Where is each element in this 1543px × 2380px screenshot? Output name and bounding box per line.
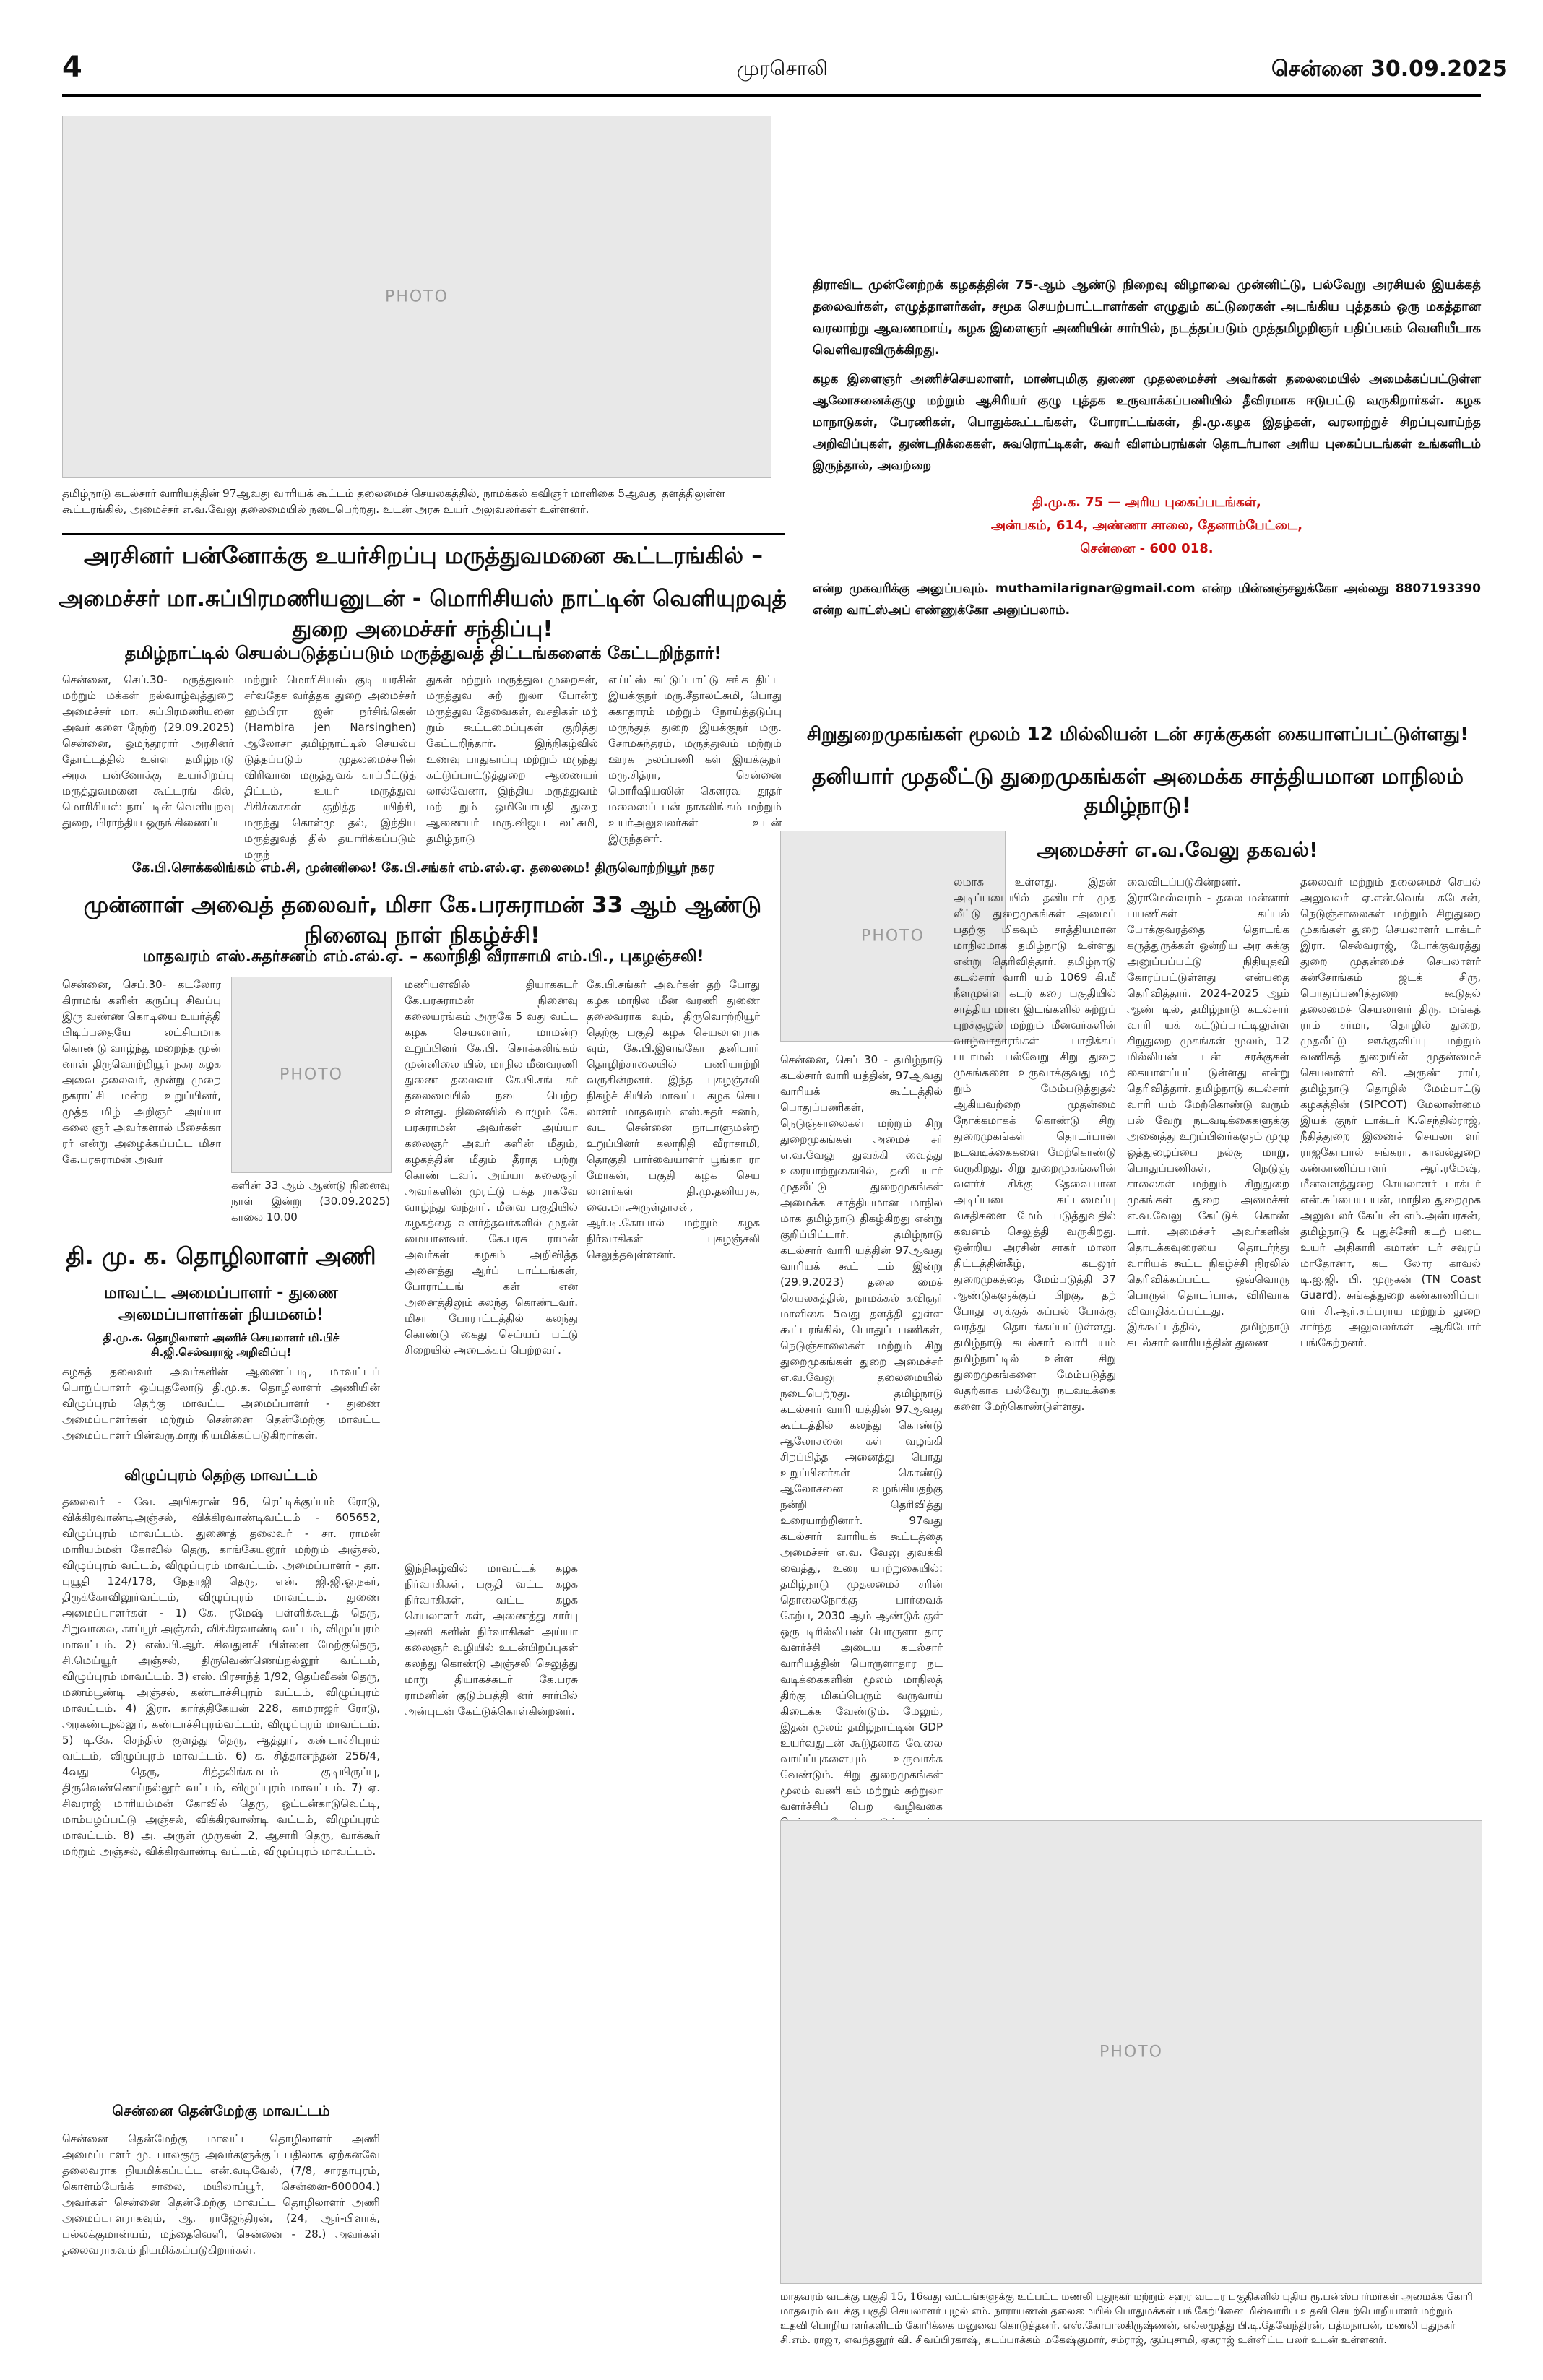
parasuraman-col-5: இந்நிகழ்வில் மாவட்டக் கழக நிர்வாகிகள், பகுதி வட்ட கழக நிர்வாகிகள், வட்ட கழக செயலாளர் கள், அணைத்து சார்பு அணி களின் நிர்வாகிகள் அய்யா கலைஞர் வழியில் உடன்பிறப்புகள் கலந்து கொண்டு அஞ்சலி செலுத்து மாறு தியாகச்சுடர் கே.பரசு ராமனின் குடும்பத்தி னர் சார்பில் அன்புடன் கேட்டுக்கொள்கின்றனர். bbox=[405, 1562, 578, 1718]
address-line-2: அன்பகம், 614, அண்ணா சாலை, தேனாம்பேட்டை, bbox=[990, 518, 1303, 533]
dmk75-notice bbox=[813, 274, 1481, 621]
parasuraman-col-2: களின் 33 ஆம் ஆண்டு நினைவு நாள் இன்று (30.09.2025) காலை 10.00 bbox=[231, 1179, 390, 1224]
ports-col-2: லமாக உள்ளது. இதன் அடிப்படையில் தனியார் முத லீட்டு துறைமுகங்கள் அமைப் பதற்கு மிகவும் சாத்தியமான மாநிலமாக தமிழ்நாடு உள்ளது என்று தெரிவித்தார். தமிழ்நாடு கடல்சார் வாரி யம் 1069 கி.மீ நீளமுள்ள கடற் கரை பகுதியில் சாத்திய மான இடங்களில் சுற்றுப் புறச்சூழல் மற்றும் மீனவர்களின் வாழ்வாதாரங்கள் பாதிக்கப் படாமல் பல்வேறு சிறு துறை முகங்களை உருவாக்குவது மற் றும் மேம்படுத்துதல் ஆகியவற்றை முதன்மை நோக்கமாகக் கொண்டு சிறு துறைமுகங்கள் தொடர்பான நடவடிக்கைகளை மேற்கொண்டு வருகிறது. சிறு துறைமுகங்களின் வளர்ச் சிக்கு தேவையான அடிப்படை கட்டமைப்பு வசதிகளை மேம் படுத்துவதில் கவனம் செலுத்தி வருகிறது. ஒன்றிய அரசின் சாகர் மாலா திட்டத்தின்கீழ், கடலூர் துறைமுகத்தை மேம்படுத்தி 37 ஆண்டுகளுக்குப் பிறகு, தற் போது சரக்குக் கப்பல் போக்கு வரத்து தொடங்கப்பட்டுள்ளது. தமிழ்நாடு கடல்சார் வாரி யம் தமிழ்நாட்டில் உள்ள சிறு துறைமுகங்களை மேம்படுத்து வதற்காக பல்வேறு நடவடிக்கை களை மேற்கொண்டுள்ளது. bbox=[954, 875, 1116, 1413]
parasuraman-col-3: மணியளவில் தியாகசுடர் கே.பரசுராமன் நினைவு கலையரங்கம் அருகே 5 வது வட்ட கழக செயலாளர், மாமன்ற உறுப்பினர் கே.பி. சொக்கலிங்கம் முன்னிலை யில், மாநில மீனவரணி துணை தலைவர் கே.பி.சங் கர் தலைமையில் நடை பெற்ற உள்ளது. நினைவில் வாழும் கே. பரசுராமன் அவர்கள் அய்யா கலைஞர் அவர் களின் மீதும், கழகத்தின் மீதும் தீராத பற்று கொண் டவர். அய்யா கலைஞர் அவர்களின் முரட்டு பக்த ராகவே வாழ்ந்து வந்தார். மீனவ பகுதியில் கழகத்தை வளர்த்தவர்களில் முதன் மையானவர். கே.பரசு ராமன் அவர்கள் கழகம் அறிவித்த அனைத்து ஆர்ப் பாட்டங்கள், போராட்டங் கள் என அனைத்திலும் கலந்து கொண்டவர். மிசா போராட்டத்தில் கலந்து கொண்டு கைது செய்யப் பட்டு சிறையில் அடைக்கப் பெற்றவர். bbox=[405, 978, 578, 1356]
masthead-rule bbox=[62, 94, 1481, 97]
dmk75-address bbox=[813, 491, 1481, 561]
ports-col-4: தலைவர் மற்றும் தலைமைச் செயல் அலுவலர் ஏ.என்.வெங் கடேசன், நெடுஞ்சாலைகள் மற்றும் சிறுதுறை முகங்கள் துறை செயலாளர் டாக்டர் இரா. செல்வராஜ், போக்குவரத்து துறை முதன்மைச் செயலாளர் சுன்சோங்கம் ஜடக் சிரு, பொதுப்பணித்துறை கூடுதல் தலைமைச் செயலாளர் திரு. மங்கத் ராம் சர்மா, தொழில் துறை, முதலீட்டு ஊக்குவிப்பு மற்றும் வணிகத் துறையின் முதன்மைச் செயலாளர் வி. அருண் ராய், தமிழ்நாடு தொழில் மேம்பாட்டு கழகத்தின் (SIPCOT) மேலாண்மை இயக் குநர் டாக்டர் K.செந்தில்ராஜ், நீதித்துறை இணைச் செயலா ளர் ராஜகோபால் சங்கரா, காவல்துறை கண்காணிப்பாளர் ஆர்.ரமேஷ், மீனவளத்துறை செயலாளர் டாக்டர் என்.சுப்பைய யன், மாநில துறைமுக அலுவ லர் கேப்டன் எம்.அன்பரசன், தமிழ்நாடு & புதுச்சேரி கடற் படை உயர் அதிகாரி கமாண் டர் சவுரப் மாதோனா, கட லோர காவல் டி.ஐ.ஜி. பி. முருகன் (TN Coast Guard), சுங்கத்துறை கண்காணிப்பா ளர் சி.ஆர்.சுப்பராய மற்றும் துறை சார்ந்த அலுவலர்கள் ஆகியோர் பங்கேற்றனர். bbox=[1300, 875, 1481, 1349]
mauritius-kicker: அரசினர் பன்னோக்கு உயர்சிறப்பு மருத்துவமனை கூட்டரங்கில் – bbox=[83, 542, 764, 569]
ports-col-3: வைவிடப்படுகின்றனர். இராமேஸ்வரம் - தலை மன்னார் பயணிகள் கப்பல் போக்குவரத்தை தொடங்க கருத்துருக்கள் ஒன்றிய அர சுக்கு அனுப்பப்பட்டு நிதியுதவி கோரப்பட்டுள்ளது என்பதை தெரிவித்தார். 2024-2025 ஆம் ஆண் டில், தமிழ்நாடு கடல்சார் வாரி யக் கட்டுப்பாட்டிலுள்ள சிறுதுறை முகங்கள் மூலம், 12 மில்லியன் டன் சரக்குகள் கையாளப்பட் டுள்ளது என்று தெரிவித்தார். தமிழ்நாடு கடல்சார் வாரி யம் மேற்கொண்டு வரும் பல் வேறு நடவடிக்கைகளுக்கு அனைத்து உறுப்பினர்களும் முழு ஒத்துழைப்பை நல்கு மாறு, பொதுப்பணிகள், நெடுஞ் சாலைகள் மற்றும் சிறுதுறை முகங்கள் துறை அமைச்சர் எ.வ.வேலு கேட்டுக் கொண் டார். அமைச்சர் அவர்களின் தொடக்கவுரையை தொடர்ந்து வாரியக் கூட்ட நிகழ்ச்சி நிரலில் தெரிவிக்கப்பட்ட ஒவ்வொரு பொருள் தொடர்பாக, விரிவாக விவாதிக்கப்பட்டது. இக்கூட்டத்தில், தமிழ்நாடு கடல்சார் வாரியத்தின் துணை bbox=[1127, 875, 1289, 1349]
address-line-3: சென்னை - 600 018. bbox=[1080, 541, 1214, 556]
parasuraman-portrait: PHOTO bbox=[231, 977, 392, 1173]
mauritius-headline: அமைச்சர் மா.சுப்பிரமணியனுடன் - மொரிசியஸ் நாட்டின் வெளியுறவுத் துறை அமைச்சர் சந்திப்பு! bbox=[59, 586, 787, 642]
divider-mauritius-top bbox=[62, 533, 785, 535]
parasuraman-col-4: கே.பி.சங்கர் அவர்கள் தற் போது கழக மாநில மீன வரணி துணை தலைவராக வும், திருவொற்றியூர் தெற்கு பகுதி கழக செயலாளராக வும், கே.பி.இளங்கோ தனியார் தொழிற்சாலையில் பணியாற்றி வருகின்றனர். இந்த புகழஞ்சலி நிகழ்ச் சியில் மாவட்ட கழக செய லாளர் மாதவரம் எஸ்.சுதர் சனம், வட சென்னை நாடாளுமன்ற உறுப்பினர் கலாநிதி வீராசாமி, தொகுதி பார்வையாளர் பூங்கா ரா மோகன், பகுதி கழக செய லாளர்கள் தி.மு.தனியரசு, வை.மா.அருள்தாசன், ஆர்.டி.கோபால் மற்றும் கழக நிர்வாகிகள் புகழஞ்சலி செலுத்தவுள்ளனர். bbox=[587, 978, 760, 1261]
dmk75-para1: திராவிட முன்னேற்றக் கழகத்தின் 75-ஆம் ஆண்டு நிறைவு விழாவை முன்னிட்டு, பல்வேறு அரசியல் இயக்கத் தலைவர்கள், எழுத்தாளர்கள், சமூக செயற்பாட்டாளர்கள் எழுதும் கட்டுரைகள் அடங்கிய புத்தகம் ஒரு மகத்தான வரலாற்று ஆவணமாய், கழக இளைஞர் அணியின் சார்பில், நடத்தப்படும் முத்தமிழறிஞர் பதிப்பகம் வெளியீடாக வெளிவரவிருக்கிறது. bbox=[813, 277, 1481, 358]
minister-velu-photo: PHOTO bbox=[780, 831, 1006, 1042]
ports-kicker: சிறுதுறைமுகங்கள் மூலம் 12 மில்லியன் டன் சரக்குகள் கையாளப்பட்டுள்ளது! bbox=[806, 724, 1469, 745]
mauritius-subhead: தமிழ்நாட்டில் செயல்படுத்தப்படும் மருத்துவத் திட்டங்களைக் கேட்டறிந்தார்! bbox=[124, 643, 722, 663]
ports-subhead: அமைச்சர் எ.வ.வேலு தகவல்! bbox=[1037, 838, 1318, 862]
ports-meeting-photo: PHOTO bbox=[62, 116, 772, 478]
labour-section1-title: விழுப்புரம் தெற்கு மாவட்டம் bbox=[124, 1466, 318, 1484]
labour-section2-title: சென்னை தென்மேற்கு மாவட்டம் bbox=[112, 2102, 330, 2119]
mauritius-col-3: துகள் மற்றும் மருத்துவ முறைகள், மருத்துவ சுற் றுலா போன்ற மருத்துவ தேவைகள், வசதிகள் மற் றும் கூட்டமைப்புகள் குறித்து கேட்டறிந்தார். இந்நிகழ்வில் உணவு பாதுகாப்பு மற்றும் மருந்து கட்டுப்பாட்டுத்துறை ஆணையர் லால்வேனா, இந்திய மருத்துவம் மற் றும் ஓமியோபதி துறை ஆணையர் மரு.விஜய லட்சுமி, தமிழ்நாடு bbox=[426, 673, 598, 845]
parasuraman-col-1: சென்னை, செப்.30- கடலோர கிராமங் களின் கருப்பு சிவப்பு இரு வண்ண கொடியை உயர்த்தி பிடிப்பதையே லட்சியமாக கொண்டு வாழ்ந்து மறைந்த முன் னாள் திருவொற்றியூர் நகர கழக அவை தலைவர், மூன்று முறை நகராட்சி மன்ற உறுப்பினர், முத்த மிழ் அறிஞர் அய்யா கலை ஞர் அவர்களால் மீசைக்கா ரர் என்று அழைக்கப்பட்ட மிசா கே.பரசுராமன் அவர் bbox=[62, 978, 221, 1166]
parasuraman-subhead: மாதவரம் எஸ்.சுதர்சனம் எம்.எல்.ஏ. – கலாநிதி வீராசாமி எம்.பி., புகழஞ்சலி! bbox=[142, 948, 704, 966]
parasuraman-kicker: கே.பி.சொக்கலிங்கம் எம்.சி, முன்னிலை! கே.பி.சங்கர் எம்.எல்.ஏ. தலைமை! திருவொற்றியூர் நகர bbox=[131, 860, 715, 875]
labour-kicker: தி. மு. க. தொழிலாளர் அணி bbox=[66, 1242, 376, 1270]
mauritius-col-2: மற்றும் மொரிசியஸ் குடி யரசின் சர்வதேச வர்த்தக துறை அமைச்சர் ஹம்பிரா ஜன் நர்சிங்கென் (Hambira jen Narsinghen) ஆலோசா தமிழ்நாட்டில் செயல்ப டுத்தப்படும் முதலமைச்சரின் விரிவான மருத்துவக் காப்பீட்டுத் திட்டம், உயர் மருத்துவ சிகிச்சைகள் குறித்த பயிற்சி, மருந்து கொள்மு தல், இந்திய மருத்துவத் தில் தயாரிக்கப்படும் மருந் bbox=[244, 673, 416, 861]
labour-headline: மாவட்ட அமைப்பாளர் - துணை அமைப்பாளர்கள் நியமனம்! bbox=[104, 1284, 338, 1324]
address-line-1: தி.மு.க. 75 — அரிய புகைப்படங்கள், bbox=[1032, 495, 1261, 510]
dmk75-para3: என்ற முகவரிக்கு அனுப்பவும். muthamilarignar@gmail.com என்ற மின்னஞ்சலுக்கோ அல்லது 8807193390 என்ற வாட்ஸ்அப் எண்ணுக்கோ அனுப்பலாம். bbox=[813, 581, 1481, 618]
paper-name: முரசொலி bbox=[737, 56, 828, 80]
parasuraman-headline: முன்னாள் அவைத் தலைவர், மிசா கே.பரசுராமன் 33 ஆம் ஆண்டு நினைவு நாள் நிகழ்ச்சி! bbox=[83, 892, 762, 948]
mauritius-col-1: சென்னை, செப்.30- மருத்துவம் மற்றும் மக்கள் நல்வாழ்வுத்துறை அமைச்சர் மா. சுப்பிரமணியனை அவர் களை நேற்று (29.09.2025) சென்னை, ஓமந்தூரார் அரசினர் தோட்டத்தில் உள்ள தமிழ்நாடு அரசு பன்னோக்கு உயர்சிறப்பு மருத்துவமனை கூட்டரங் கில், மொரிசியஸ் நாட் டின் வெளியுறவு துறை, பிராந்திய ஒருங்கிணைப்பு bbox=[62, 673, 234, 829]
photo-caption-top: தமிழ்நாடு கடல்சார் வாரியத்தின் 97ஆவது வாரியக் கூட்டம் தலைமைச் செயலகத்தில், நாமக்கல் கவிஞர் மாளிகை 5ஆவது தளத்திலுள்ள கூட்டரங்கில், அமைச்சர் எ.வ.வேலு தலைமையில் நடைபெற்றது. உடன் அரசு உயர் அலுவலர்கள் உள்ளனர். bbox=[62, 487, 725, 516]
labour-intro: கழகத் தலைவர் அவர்களின் ஆணைப்படி, மாவட்டப் பொறுப்பாளர் ஒப்புதலோடு தி.மு.க. தொழிலாளர் அணியின் விழுப்புரம் தெற்கு மாவட்ட அமைப்பாளர் - துணை அமைப்பாளர்கள் மற்றும் சென்னை தென்மேற்கு மாவட்ட அமைப்பாளர் பின்வருமாறு நியமிக்கப்படுகிறார்கள். bbox=[62, 1365, 380, 1442]
petition-photo: PHOTO bbox=[780, 1820, 1482, 2284]
page-number: 4 bbox=[62, 51, 82, 84]
photo-caption-bottom: மாதவரம் வடக்கு பகுதி 15, 16வது வட்டங்களுக்கு உட்பட்ட மணலி புதுநகர் மற்றும் சஹர வடபர பகுதிகளில் புதிய ரூ.பன்ஸ்பார்மர்கள் அமைக்க கோரி மாதவரம் வடக்கு பகுதி செயலாளர் புழல் எம். நாராயணன் தலைமையில் பொதுமக்கள் பங்கேற்பினை மின்வாரிய உதவி செயற்பொறியாளர் மற்றும் உதவி பொறியாளர்களிடம் கோரிக்கை மனுவை கொடுத்தனர். எஸ்.கோபாலகிருஷ்ணன், எல்லமுத்து பி.டி.தேவேந்திரன், பத்மநாபன், மணலி புதுநகர் சி.எம். ராஜா, எவந்தனூர் வி. சிவப்பிரகாஷ், கடப்பாக்கம் மகேஷ்குமார், சம்ராஜ், குப்புசாமி, ஏகராஜ் உள்ளிட்ட பலர் உடன் உள்ளனர். bbox=[780, 2291, 1473, 2346]
labour-section2-body: சென்னை தென்மேற்கு மாவட்ட தொழிலாளர் அணி அமைப்பாளர் மு. பாலகுரு அவர்களுக்குப் பதிலாக ஏற்கனவே தலைவராக நியமிக்கப்பட்ட என்.வடிவேல், (7/8, சாரதாபுரம், கொளம்பேங்க் சாலை, மயிலாப்பூர், சென்னை-600004.) அவர்கள் சென்னை தென்மேற்கு மாவட்ட தொழிலாளர் அணி அமைப்பாளராகவும், ஆ. ராஜேந்திரன், (24, ஆர்-பிளாக், பல்லக்குமான்யம், மந்தைவெளி, சென்னை - 28.) அவர்கள் தலைவராகவும் நியமிக்கப்படுகிறார்கள். bbox=[62, 2132, 380, 2256]
ports-col-1: சென்னை, செப் 30 - தமிழ்நாடு கடல்சார் வாரி யத்தின், 97ஆவது வாரியக் கூட்டத்தில் பொதுப்பணிகள், நெடுஞ்சாலைகள் மற்றும் சிறு துறைமுகங்கள் அமைச் சர் எ.வ.வேலு துவக்கி வைத்து உரையாற்றுகையில், தனி யார் முதலீட்டு துறைமுகங்கள் அமைக்க சாத்தியமான மாநில மாக தமிழ்நாடு திகழ்கிறது என்று குறிப்பிட்டார். தமிழ்நாடு கடல்சார் வாரி யத்தின் 97ஆவது வாரியக் கூட் டம் இன்று (29.9.2023) தலை மைச் செயலகத்தில், நாமக்கல் கவிஞர் மாளிகை 5வது தளத்தி லுள்ள கூட்டரங்கில், பொதுப் பணிகள், நெடுஞ்சாலைகள் மற்றும் சிறு துறைமுகங்கள் துறை அமைச்சர் எ.வ.வேலு தலைமையில் நடைபெற்றது. தமிழ்நாடு கடல்சார் வாரி யத்தின் 97ஆவது கூட்டத்தில் கலந்து கொண்டு ஆலோசனை கள் வழங்கி சிறப்பித்த அனைத்து பொது உறுப்பினர்கள் கொண்டு ஆலோசனை வழங்கியதற்கு நன்றி தெரிவித்து உரையாற்றினார். 97வது கடல்சார் வாரியக் கூட்டத்தை அமைச்சர் எ.வ. வேலு துவக்கி வைத்து, உரை யாற்றுகையில்: தமிழ்நாடு முதலமைச் சரின் தொலைநோக்கு பார்வைக் கேற்ப, 2030 ஆம் ஆண்டுக் குள் ஒரு டிரில்லியன் பொருளா தார வளர்ச்சி அடைய கடல்சார் வாரியத்தின் பொருளாதார நட வடிக்கைகளின் மூலம் மாநிலத் திற்கு மிகப்பெரும் வருவாய் கிடைக்க வேண்டும். மேலும், இதன் மூலம் தமிழ்நாட்டின் GDP உயர்வதுடன் கூடுதலாக வேலை வாய்ப்புகளையும் உருவாக்க வேண்டும். சிறு துறைமுகங்கள் மூலம் வணி கம் மற்றும் சுற்றுலா வளர்ச்சிப் பெற வழிவகை bbox=[780, 1053, 943, 1813]
labour-section1-body: தலைவர் - வே. அபிசுரான் 96, ரெட்டிக்குப்பம் ரோடு, விக்கிரவாண்டிஅஞ்சல், விக்கிரவாண்டிவட்டம் - 605652, விழுப்புரம் மாவட்டம். துணைத் தலைவர் - சா. ராமன் மாரியம்மன் கோவில் தெரு, காங்கேயனூர் மற்றும் அஞ்சல், விழுப்புரம் வட்டம், விழுப்புரம் மாவட்டம். அமைப்பாளர் - தா. புயூதி 124/178, நேதாஜி தெரு, என். ஜி.ஜி.ஓ.நகர், திருக்கோவிலூர்வட்டம், விழுப்புரம் மாவட்டம். துணை அமைப்பாளர்கள் - 1) கே. ரமேஷ் பள்ளிக்கூடத் தெரு, சிறுவாலை, காப்பூர் அஞ்சல், விக்கிரவாண்டி வட்டம், விழுப்புரம் மாவட்டம். 2) எஸ்.பி.ஆர். சிவதுளசி பிள்ளை மேற்குதெரு, சி.மெய்யூர் அஞ்சல், திருவெண்ணெய்நல்லூர் வட்டம், விழுப்புரம் மாவட்டம். 3) எஸ். பிரசாந்த் 1/92, தெய்வீகன் தெரு, மணம்பூண்டி அஞ்சல், கண்டாச்சிபுரம் வட்டம், விழுப்புரம் மாவட்டம். 4) இரா. கார்த்திகேயன் 228, காமராஜர் ரோடு, அரகண்டநல்லூர், கண்டாச்சிபுரம்வட்டம், விழுப்புரம் மாவட்டம். 5) டி.கே. செந்தில் குளத்து தெரு, ஆத்தூர், கண்டாச்சிபுரம் வட்டம், விழுப்புரம் மாவட்டம். 6) க. சித்தானந்தன் 256/4, 4வது தெரு, சித்தலிங்கமடம் குடியிருப்பு, திருவெண்ணெய்நல்லூர் வட்டம், விழுப்புரம் மாவட்டம். 7) ஏ. சிவராஜ் மாரியம்மன் கோவில் தெரு, ஒட்டன்காடுவெட்டி, மாம்பழப்பட்டு அஞ்சல், விக்கிரவாண்டி வட்டம், விழுப்புரம் மாவட்டம். 8) அ. அருள் முருகன் 2, ஆசாரி தெரு, வாக்கூர் மற்றும் அஞ்சல், விக்கிரவாண்டி வட்டம், விழுப்புரம் மாவட்டம். bbox=[62, 1495, 380, 1858]
labour-subhead: தி.மு.க. தொழிலாளர் அணிச் செயலாளர் மி.பிச் சி.ஜி.செல்வராஜ் அறிவிப்பு! bbox=[103, 1331, 340, 1359]
ports-headline: தனியார் முதலீட்டு துறைமுகங்கள் அமைக்க சாத்தியமான மாநிலம் தமிழ்நாடு! bbox=[811, 764, 1464, 818]
dmk75-para2: கழக இளைஞர் அணிச்செயலாளர், மாண்புமிகு துணை முதலமைச்சர் அவர்கள் தலைமையில் அமைக்கப்பட்டுள்ள ஆலோசனைக்குழு மற்றும் ஆசிரியர் குழு புத்தக உருவாக்கப்பணியில் தீவிரமாக ஈடுபட்டு வருகிறார்கள். கழக மாநாடுகள், பேரணிகள், பொதுக்கூட்டங்கள், போராட்டங்கள், தி.மு.கழக இதழ்கள், வரலாற்றுச் சிறப்புவாய்ந்த அறிவிப்புகள், துண்டறிக்கைகள், சுவரொட்டிகள், சுவர் விளம்பரங்கள் தொடர்பான அரிய புகைப்படங்கள் உங்களிடம் இருந்தால், அவற்றை bbox=[813, 372, 1481, 473]
dateline: சென்னை 30.09.2025 bbox=[1271, 56, 1508, 82]
mauritius-col-4: எய்ட்ஸ் கட்டுப்பாட்டு சங்க திட்ட இயக்குநர் மரு.சீதாலட்சுமி, பொது சுகாதாரம் மற்றும் நோய்த்தடுப்பு மருந்துத் துறை இயக்குநர் மரு. சோமசுந்தரம், மருத்துவம் மற்றும் ஊரக நலப்பணி கள் இயக்குநர் மரு.சித்ரா, சென்னை மொரீஷியஸின் கெளரவ தூதர் மலைஸப் பன் நாகலிங்கம் மற்றும் உயர்அலுவலர்கள் உடன் இருந்தனர். bbox=[608, 673, 782, 845]
